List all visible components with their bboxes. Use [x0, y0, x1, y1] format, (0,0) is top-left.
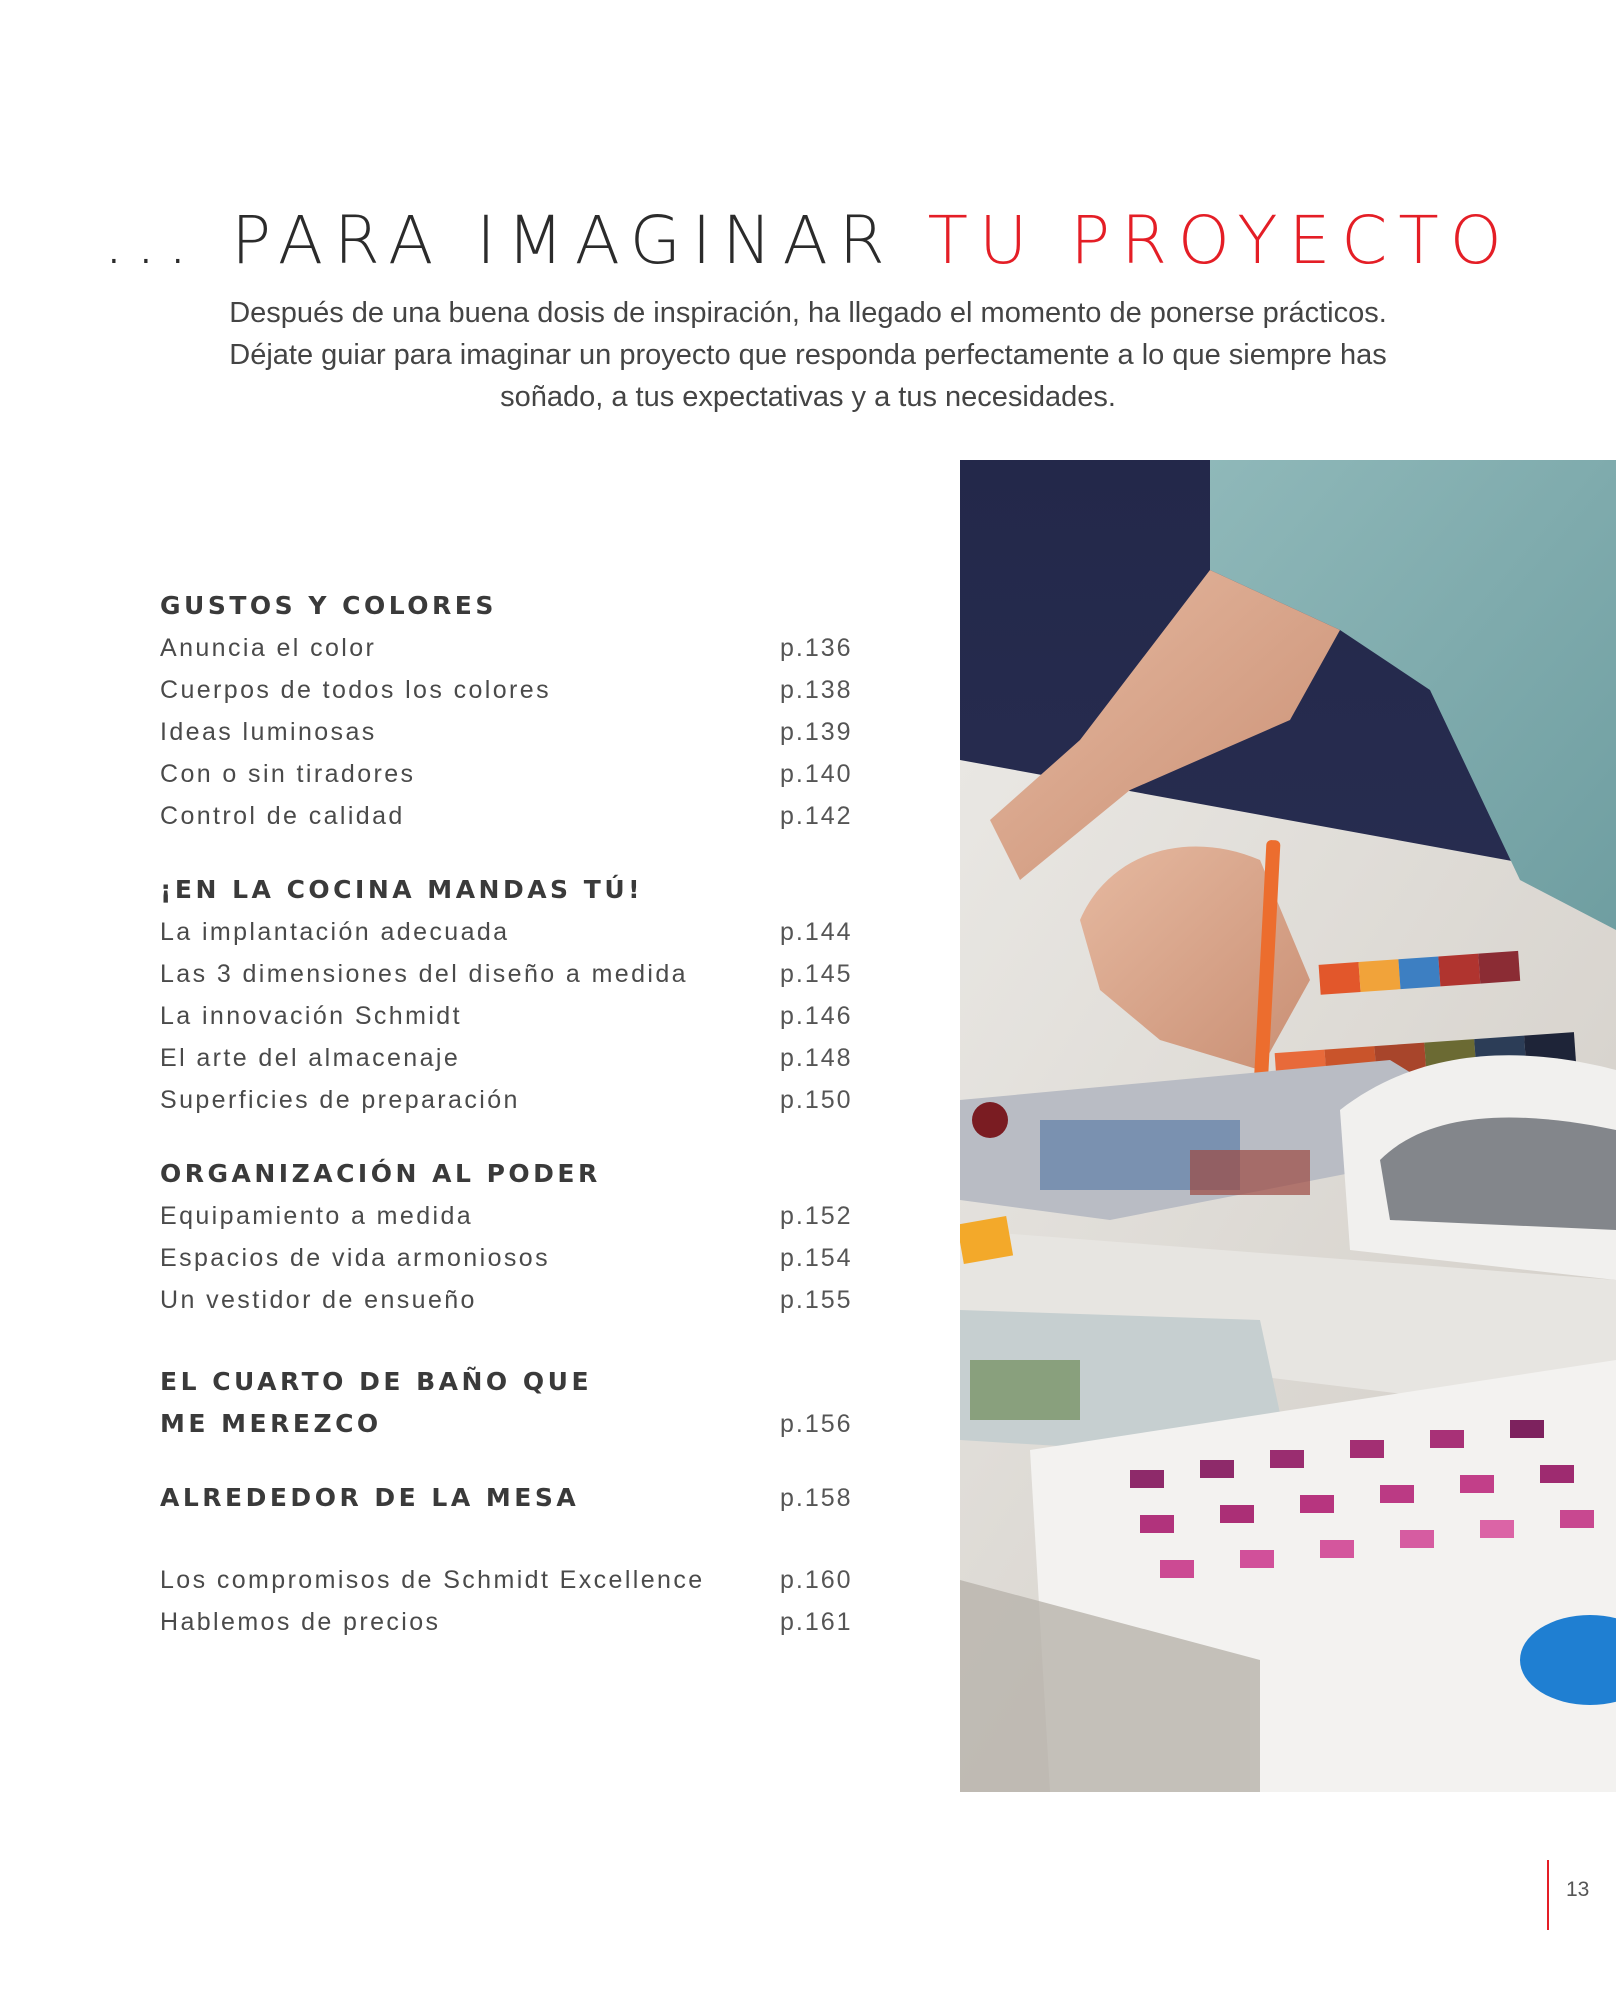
entry-label: Anuncia el color	[160, 634, 377, 662]
entry-page: p.152	[780, 1202, 853, 1230]
entry-page: p.158	[780, 1484, 853, 1512]
intro-paragraph	[178, 292, 1438, 418]
entry-page: p.145	[780, 960, 853, 988]
toc-entry[interactable]	[160, 795, 860, 837]
section-heading: ¡EN LA COCINA MANDAS TÚ!	[160, 875, 644, 904]
section-heading-text: ALREDEDOR DE LA MESA	[160, 1483, 580, 1512]
entry-label: Espacios de vida armoniosos	[160, 1244, 550, 1272]
section-heading-text: ME MEREZCO	[160, 1409, 382, 1438]
entry-label: Con o sin tiradores	[160, 760, 416, 788]
toc-entry[interactable]	[160, 1037, 860, 1079]
entry-page: p.161	[780, 1608, 853, 1636]
toc-entry[interactable]	[160, 1279, 860, 1321]
entry-page: p.138	[780, 676, 853, 704]
entry-label: Equipamiento a medida	[160, 1202, 474, 1230]
toc-section-organizacion	[160, 1153, 860, 1321]
section-heading: ORGANIZACIÓN AL PODER	[160, 1159, 601, 1188]
intro-line-3: soñado, a tus expectativas y a tus necesidades.	[500, 381, 1116, 413]
toc-entry[interactable]	[160, 1079, 860, 1121]
entry-label: Superficies de preparación	[160, 1086, 520, 1114]
entry-page: p.156	[780, 1410, 853, 1438]
toc-entry[interactable]	[160, 1195, 860, 1237]
page-number-rule	[1547, 1860, 1549, 1930]
entry-page: p.146	[780, 1002, 853, 1030]
entry-page: p.142	[780, 802, 853, 830]
title-prefix: ... PARA IMAGINAR	[103, 202, 928, 280]
section-heading	[160, 1477, 860, 1519]
page-title	[0, 202, 1616, 279]
toc-entry[interactable]	[160, 753, 860, 795]
entry-page: p.140	[780, 760, 853, 788]
entry-label: Ideas luminosas	[160, 718, 377, 746]
design-photo	[960, 460, 1616, 1792]
entry-page: p.136	[780, 634, 853, 662]
toc-section-cocina	[160, 869, 860, 1121]
entry-label: La implantación adecuada	[160, 918, 510, 946]
entry-page: p.148	[780, 1044, 853, 1072]
entry-label: Hablemos de precios	[160, 1608, 441, 1636]
entry-page: p.144	[780, 918, 853, 946]
section-heading-line-2	[160, 1403, 860, 1445]
toc-entry[interactable]	[160, 1601, 860, 1643]
toc-section-mesa[interactable]	[160, 1477, 860, 1519]
intro-line-2: Déjate guiar para imaginar un proyecto que responda perfectamente a lo que siempre has	[229, 339, 1387, 371]
entry-label: Las 3 dimensiones del diseño a medida	[160, 960, 688, 988]
title-accent: TU PROYECTO	[927, 202, 1513, 280]
toc-entry[interactable]	[160, 995, 860, 1037]
page-number: 13	[1566, 1878, 1590, 1901]
section-heading-line-1: EL CUARTO DE BAÑO QUE	[160, 1367, 593, 1396]
entry-label: Control de calidad	[160, 802, 405, 830]
entry-page: p.155	[780, 1286, 853, 1314]
entry-label: Cuerpos de todos los colores	[160, 676, 551, 704]
toc-section-bano[interactable]	[160, 1361, 860, 1445]
entry-label: Los compromisos de Schmidt Excellence	[160, 1566, 705, 1594]
toc-entry[interactable]	[160, 911, 860, 953]
intro-line-1: Después de una buena dosis de inspiración, ha llegado el momento de ponerse prácticos.	[229, 297, 1387, 329]
entry-label: La innovación Schmidt	[160, 1002, 462, 1030]
toc-entry[interactable]	[160, 1559, 860, 1601]
toc-entry[interactable]	[160, 953, 860, 995]
toc-entry[interactable]	[160, 1237, 860, 1279]
table-of-contents	[160, 585, 860, 1675]
entry-label: El arte del almacenaje	[160, 1044, 461, 1072]
toc-section-gustos	[160, 585, 860, 837]
toc-entry[interactable]	[160, 627, 860, 669]
section-heading: GUSTOS Y COLORES	[160, 591, 497, 620]
toc-entry[interactable]	[160, 669, 860, 711]
entry-page: p.150	[780, 1086, 853, 1114]
entry-page: p.139	[780, 718, 853, 746]
entry-page: p.154	[780, 1244, 853, 1272]
entry-label: Un vestidor de ensueño	[160, 1286, 477, 1314]
entry-page: p.160	[780, 1566, 853, 1594]
toc-section-extra	[160, 1559, 860, 1643]
toc-entry[interactable]	[160, 711, 860, 753]
